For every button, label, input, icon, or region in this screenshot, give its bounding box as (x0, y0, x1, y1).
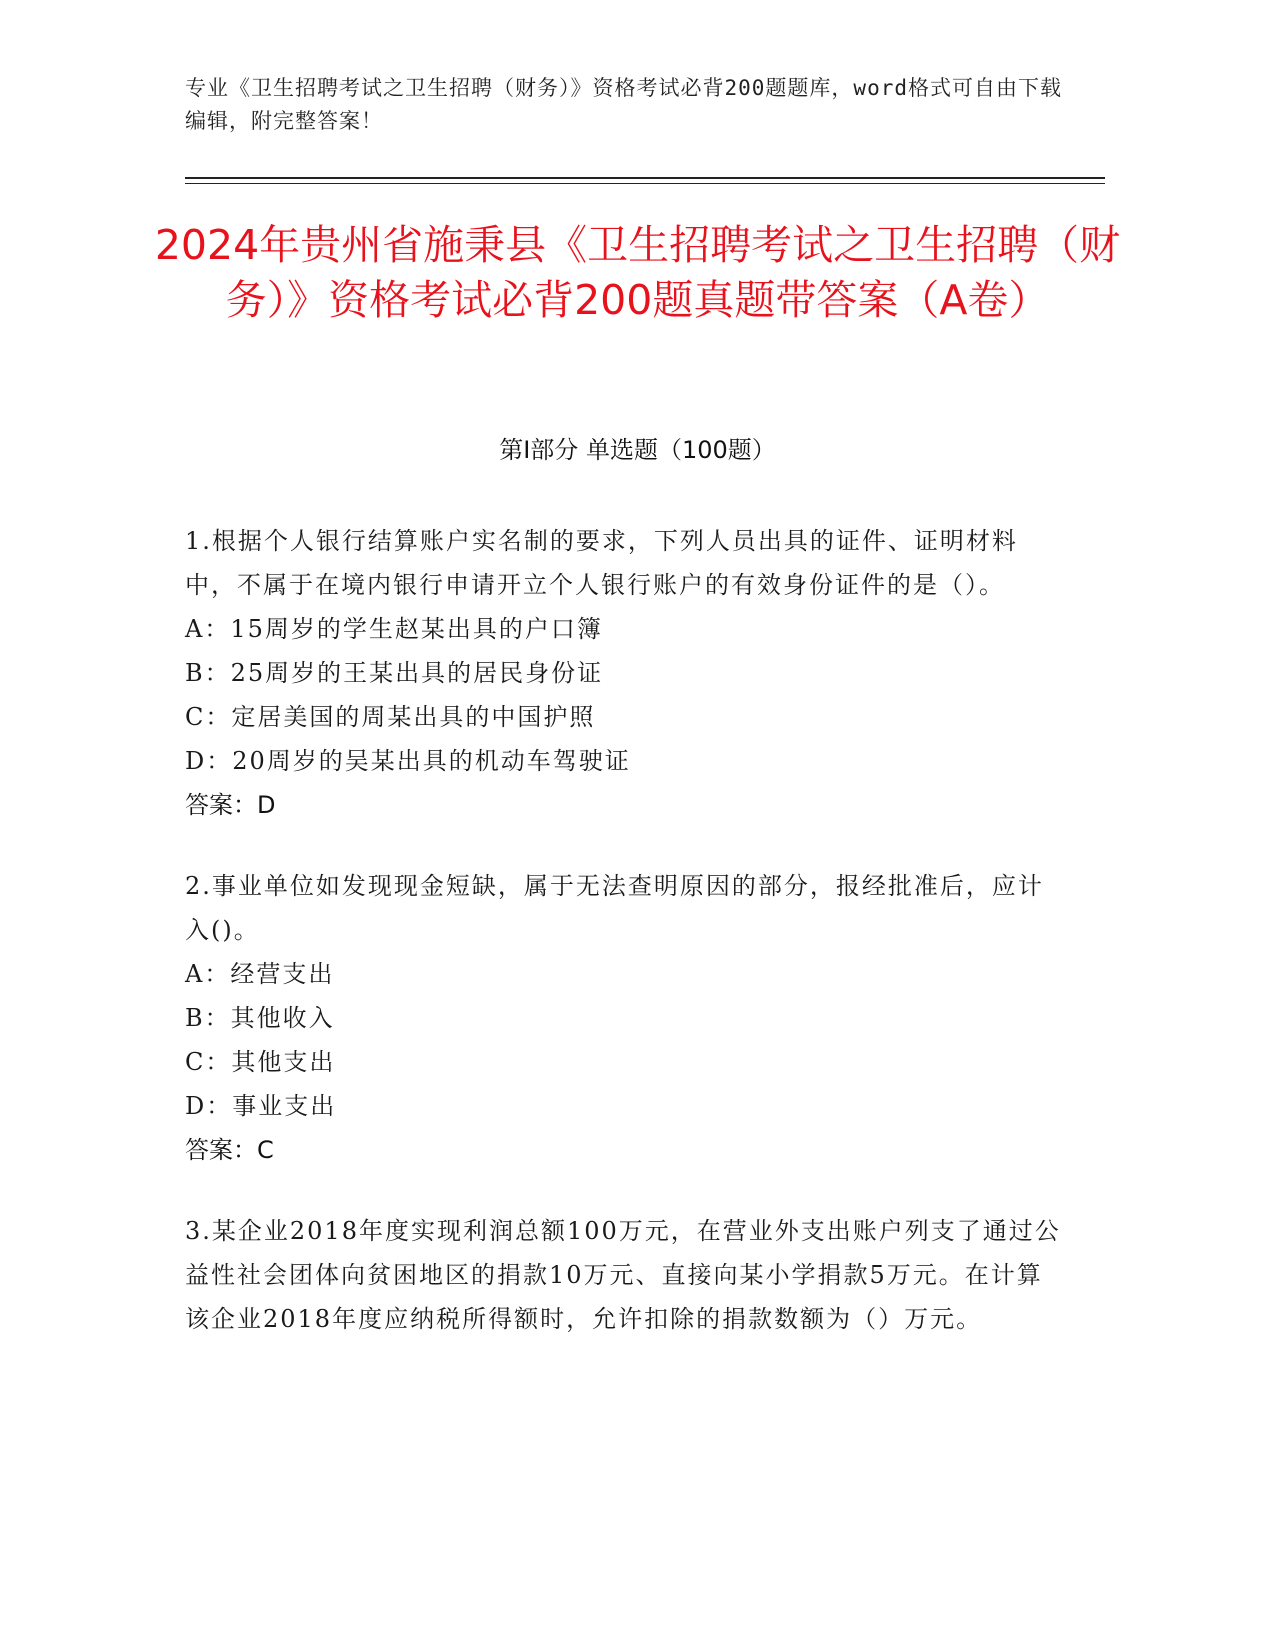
header-note: 专业《卫生招聘考试之卫生招聘（财务）》资格考试必背200题题库，word格式可自由下载编辑，附完整答案！ (185, 76, 1062, 133)
header-rule-thin (185, 183, 1105, 184)
option-b: B：25周岁的王某出具的居民身份证 (185, 659, 604, 687)
option-d: D：20周岁的吴某出具的机动车驾驶证 (185, 747, 631, 775)
option-c: C：定居美国的周某出具的中国护照 (185, 703, 596, 731)
answer: 答案：C (185, 1136, 274, 1164)
option-a: A：经营支出 (185, 960, 335, 988)
question-stem: 2.事业单位如发现现金短缺，属于无法查明原因的部分，报经批准后，应计入()。 (185, 872, 1044, 944)
option-c: C：其他支出 (185, 1048, 336, 1076)
document-title: 2024年贵州省施秉县《卫生招聘考试之卫生招聘（财务）》资格考试必背200题真题带答案（A卷） (154, 221, 1121, 324)
question-stem: 3.某企业2018年度实现利润总额100万元，在营业外支出账户列支了通过公益性社会团体向贫困地区的捐款10万元、直接向某小学捐款5万元。在计算该企业2018年度应纳税所得额时，允许扣除的捐款数额为（）万元。 (185, 1217, 1061, 1333)
option-d: D：事业支出 (185, 1092, 337, 1120)
header-rule-thick (185, 177, 1105, 179)
question-stem: 1.根据个人银行结算账户实名制的要求，下列人员出具的证件、证明材料中，不属于在境内银行申请开立个人银行账户的有效身份证件的是（）。 (185, 527, 1018, 599)
question-1 (185, 519, 1065, 827)
section-heading: 第Ⅰ部分 单选题（100题） (499, 436, 776, 464)
question-3 (185, 1209, 1065, 1341)
question-list (185, 519, 1065, 1378)
answer: 答案：D (185, 791, 276, 819)
question-2 (185, 864, 1065, 1172)
option-a: A：15周岁的学生赵某出具的户口簿 (185, 615, 603, 643)
option-b: B：其他收入 (185, 1004, 335, 1032)
